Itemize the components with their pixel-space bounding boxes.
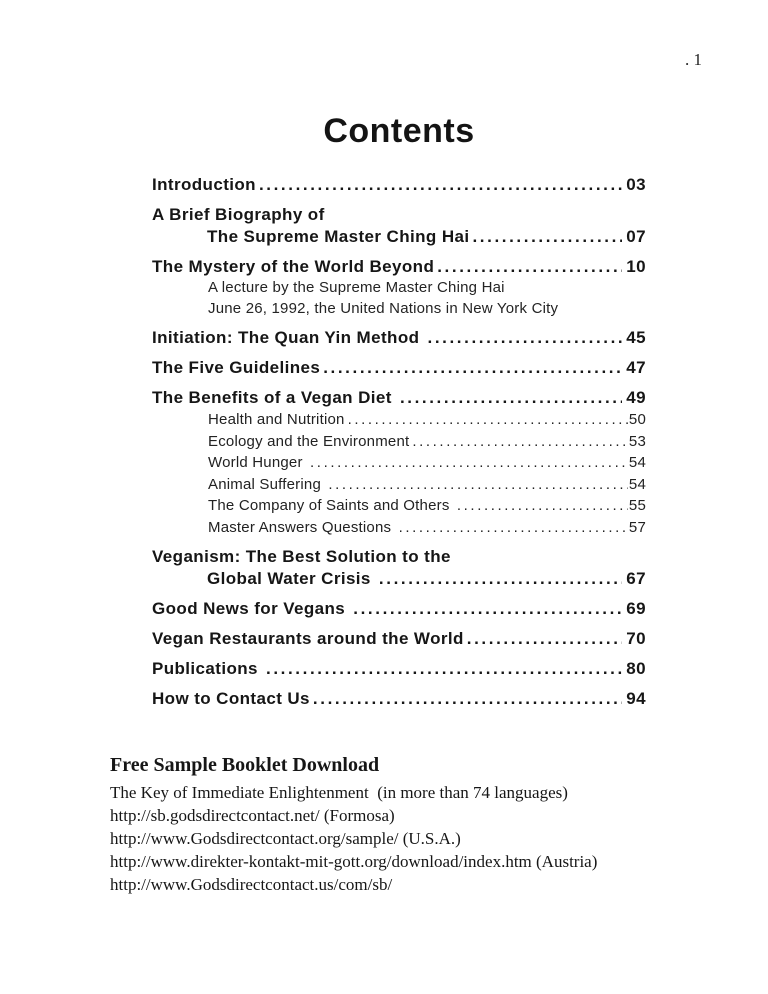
booklet-title-line: The Key of Immediate Enlightenment (in more than 74 languages)	[110, 783, 568, 802]
download-url-us-com: http://www.Godsdirectcontact.us/com/sb/	[110, 875, 393, 894]
download-url-usa: http://www.Godsdirectcontact.org/sample/ (U.S.A.)	[110, 829, 461, 848]
toc-subentry-page: 54	[628, 475, 646, 493]
toc-entry-page: 45	[626, 328, 646, 347]
dot-leader	[454, 495, 628, 517]
toc-subentry-label: Ecology and the Environment	[208, 432, 410, 450]
toc-subentry-label: Animal Suffering	[208, 475, 326, 493]
toc-entry-page: 10	[626, 257, 646, 276]
toc-entry-continuation	[152, 568, 646, 590]
toc-entry	[152, 688, 646, 710]
toc-entry-label: The Mystery of the World Beyond	[152, 257, 435, 276]
toc-description	[152, 278, 646, 299]
dot-leader	[397, 387, 622, 409]
toc-description-text: June 26, 1992, the United Nations in New York City	[208, 299, 559, 317]
download-section-heading: Free Sample Booklet Download	[110, 754, 380, 776]
toc-entry-page: 03	[626, 175, 646, 194]
dot-leader	[263, 658, 622, 680]
toc-subentry	[152, 474, 646, 496]
toc-entry-label: The Benefits of a Vegan Diet	[152, 388, 397, 407]
dot-leader	[425, 327, 623, 349]
dot-leader	[469, 226, 622, 248]
dot-leader	[256, 174, 622, 196]
toc-entry-page: 94	[626, 689, 646, 708]
dot-leader	[320, 357, 622, 379]
toc-subentry	[152, 409, 646, 431]
toc-subentry-page: 55	[628, 497, 646, 514]
dot-leader	[409, 431, 628, 453]
toc-entry	[152, 174, 646, 196]
toc-subentry-page: 53	[628, 432, 646, 450]
toc-subentry-page: 54	[628, 454, 646, 471]
toc-description	[152, 299, 646, 320]
toc-entry-label: The Five Guidelines	[152, 358, 321, 377]
dot-leader	[310, 688, 622, 710]
toc-subentry	[152, 495, 646, 517]
toc-entry-page: 80	[626, 659, 646, 678]
toc-entry-page: 47	[626, 358, 646, 377]
toc-subentry	[152, 517, 646, 539]
toc-description-text: A lecture by the Supreme Master Ching Hai	[208, 279, 505, 296]
toc-subentry-page: 57	[628, 518, 646, 536]
download-url-austria: http://www.direkter-kontakt-mit-gott.org/download/index.htm (Austria)	[110, 852, 598, 871]
dot-leader	[464, 628, 623, 650]
toc-subentry-page: 50	[628, 411, 646, 428]
dot-leader	[307, 452, 628, 474]
toc-subentry-label: World Hunger	[208, 454, 308, 471]
dot-leader	[350, 598, 622, 620]
toc-entry-page: 69	[626, 599, 646, 618]
toc-entry-page: 67	[626, 569, 646, 588]
toc-entry	[152, 327, 646, 349]
dot-leader	[396, 517, 628, 539]
toc-subentry-label: Master Answers Questions	[208, 518, 396, 536]
toc-entry-label: Veganism: The Best Solution to the	[152, 547, 451, 566]
toc-entry-label: Introduction	[152, 175, 256, 194]
toc-entry-label: The Supreme Master Ching Hai	[207, 227, 470, 246]
toc-subentry-label: The Company of Saints and Others	[208, 497, 454, 514]
page-title: Contents	[323, 112, 475, 150]
toc-entry-continuation	[152, 226, 646, 248]
toc-entry-page: 70	[626, 629, 646, 648]
table-of-contents	[152, 166, 646, 710]
toc-entry-label: Good News for Vegans	[152, 599, 351, 618]
toc-entry	[152, 387, 646, 409]
toc-entry	[152, 628, 646, 650]
toc-entry-label: Vegan Restaurants around the World	[152, 629, 464, 648]
toc-entry-label: Initiation: The Quan Yin Method	[152, 328, 425, 347]
toc-entry-page: 07	[626, 227, 646, 246]
toc-entry-label: Publications	[152, 659, 263, 678]
toc-subentry-label: Health and Nutrition	[208, 411, 345, 428]
toc-entry	[152, 204, 646, 226]
toc-entry	[152, 658, 646, 680]
toc-entry-page: 49	[626, 388, 646, 407]
download-url-formosa: http://sb.godsdirectcontact.net/ (Formosa)	[110, 806, 395, 825]
dot-leader	[376, 568, 622, 590]
dot-leader	[345, 409, 628, 431]
toc-entry	[152, 598, 646, 620]
dot-leader	[434, 256, 622, 278]
toc-entry-label: Global Water Crisis	[207, 569, 376, 588]
toc-entry	[152, 256, 646, 278]
page-number: . 1	[685, 50, 702, 69]
toc-entry	[152, 546, 646, 568]
toc-entry	[152, 357, 646, 379]
toc-subentry	[152, 431, 646, 453]
toc-subentry	[152, 452, 646, 474]
toc-entry-label: How to Contact Us	[152, 689, 310, 708]
free-sample-download-section	[110, 752, 710, 896]
dot-leader	[325, 474, 628, 496]
toc-entry-label: A Brief Biography of	[152, 205, 325, 224]
